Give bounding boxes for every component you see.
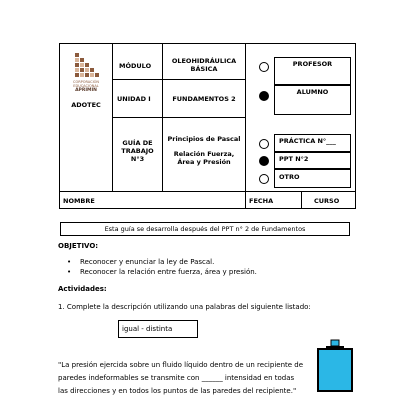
guia-label-1: GUÍA DE xyxy=(122,139,153,147)
practica-label: PRÁCTICA N°___ xyxy=(279,137,336,145)
quote-line-2: paredes indeformables se transmite con ______ intensidad en todas xyxy=(58,374,295,382)
curso-label: CURSO xyxy=(314,197,340,205)
actividades-title: Actividades: xyxy=(58,285,107,293)
guia-label-3: N°3 xyxy=(130,155,145,163)
objetivo-title: OBJETIVO: xyxy=(58,242,99,250)
logo-line-3: APRIMIN xyxy=(75,88,97,93)
profesor-label: PROFESOR xyxy=(292,60,333,68)
notice-box xyxy=(60,222,350,236)
modulo-value-2: BÁSICA xyxy=(190,65,218,73)
nombre-label: NOMBRE xyxy=(63,197,95,205)
otro-label: OTRO xyxy=(279,173,300,181)
objetivo-bullet-1: • xyxy=(67,258,72,266)
org-name: ADOTEC xyxy=(71,101,101,109)
otro-radio[interactable] xyxy=(259,174,269,184)
question-1: 1. Complete la descripción utilizando una palabras del siguiente listado: xyxy=(58,303,311,311)
header-form xyxy=(59,43,356,209)
objetivo-bullet-2: • xyxy=(67,268,72,276)
word-list-box xyxy=(118,320,198,338)
unidad-value: FUNDAMENTOS 2 xyxy=(172,95,236,103)
objetivo-item-1: Reconocer y enunciar la ley de Pascal. xyxy=(80,258,215,266)
fecha-label: FECHA xyxy=(249,197,274,205)
tema-line-1: Principios de Pascal xyxy=(167,135,241,143)
modulo-label: MÓDULO xyxy=(119,62,152,70)
word-list-text: igual - distinta xyxy=(122,325,173,333)
quote-line-1: "La presión ejercida sobre un fluido líquido dentro de un recipiente de xyxy=(58,361,304,369)
practica-radio[interactable] xyxy=(259,139,269,149)
profesor-radio[interactable] xyxy=(259,62,269,72)
alumno-label: ALUMNO xyxy=(296,88,329,96)
logo-line-1: CORPORACIÓN xyxy=(73,80,99,84)
objetivo-item-2: Reconocer la relación entre fuerza, área y presión. xyxy=(80,268,257,276)
quote-line-3: las direcciones y en todos los puntos de las paredes del recipiente." xyxy=(58,387,297,395)
alumno-radio[interactable] xyxy=(259,91,269,101)
unidad-label: UNIDAD I xyxy=(117,95,151,103)
tema-line-3: Área y Presión xyxy=(177,158,231,166)
modulo-value-1: OLEOHIDRÁULICA xyxy=(171,57,237,65)
tema-line-2: Relación Fuerza, xyxy=(173,150,235,158)
fluid-tank-icon xyxy=(314,338,358,394)
guia-label-2: TRABAJO xyxy=(121,147,154,155)
notice-text: Esta guía se desarrolla después del PPT n° 2 de Fundamentos xyxy=(104,225,306,233)
ppt-radio[interactable] xyxy=(259,156,269,166)
logo-line-2: EDUCACIONAL xyxy=(73,84,99,88)
ppt-label: PPT N°2 xyxy=(279,155,309,163)
